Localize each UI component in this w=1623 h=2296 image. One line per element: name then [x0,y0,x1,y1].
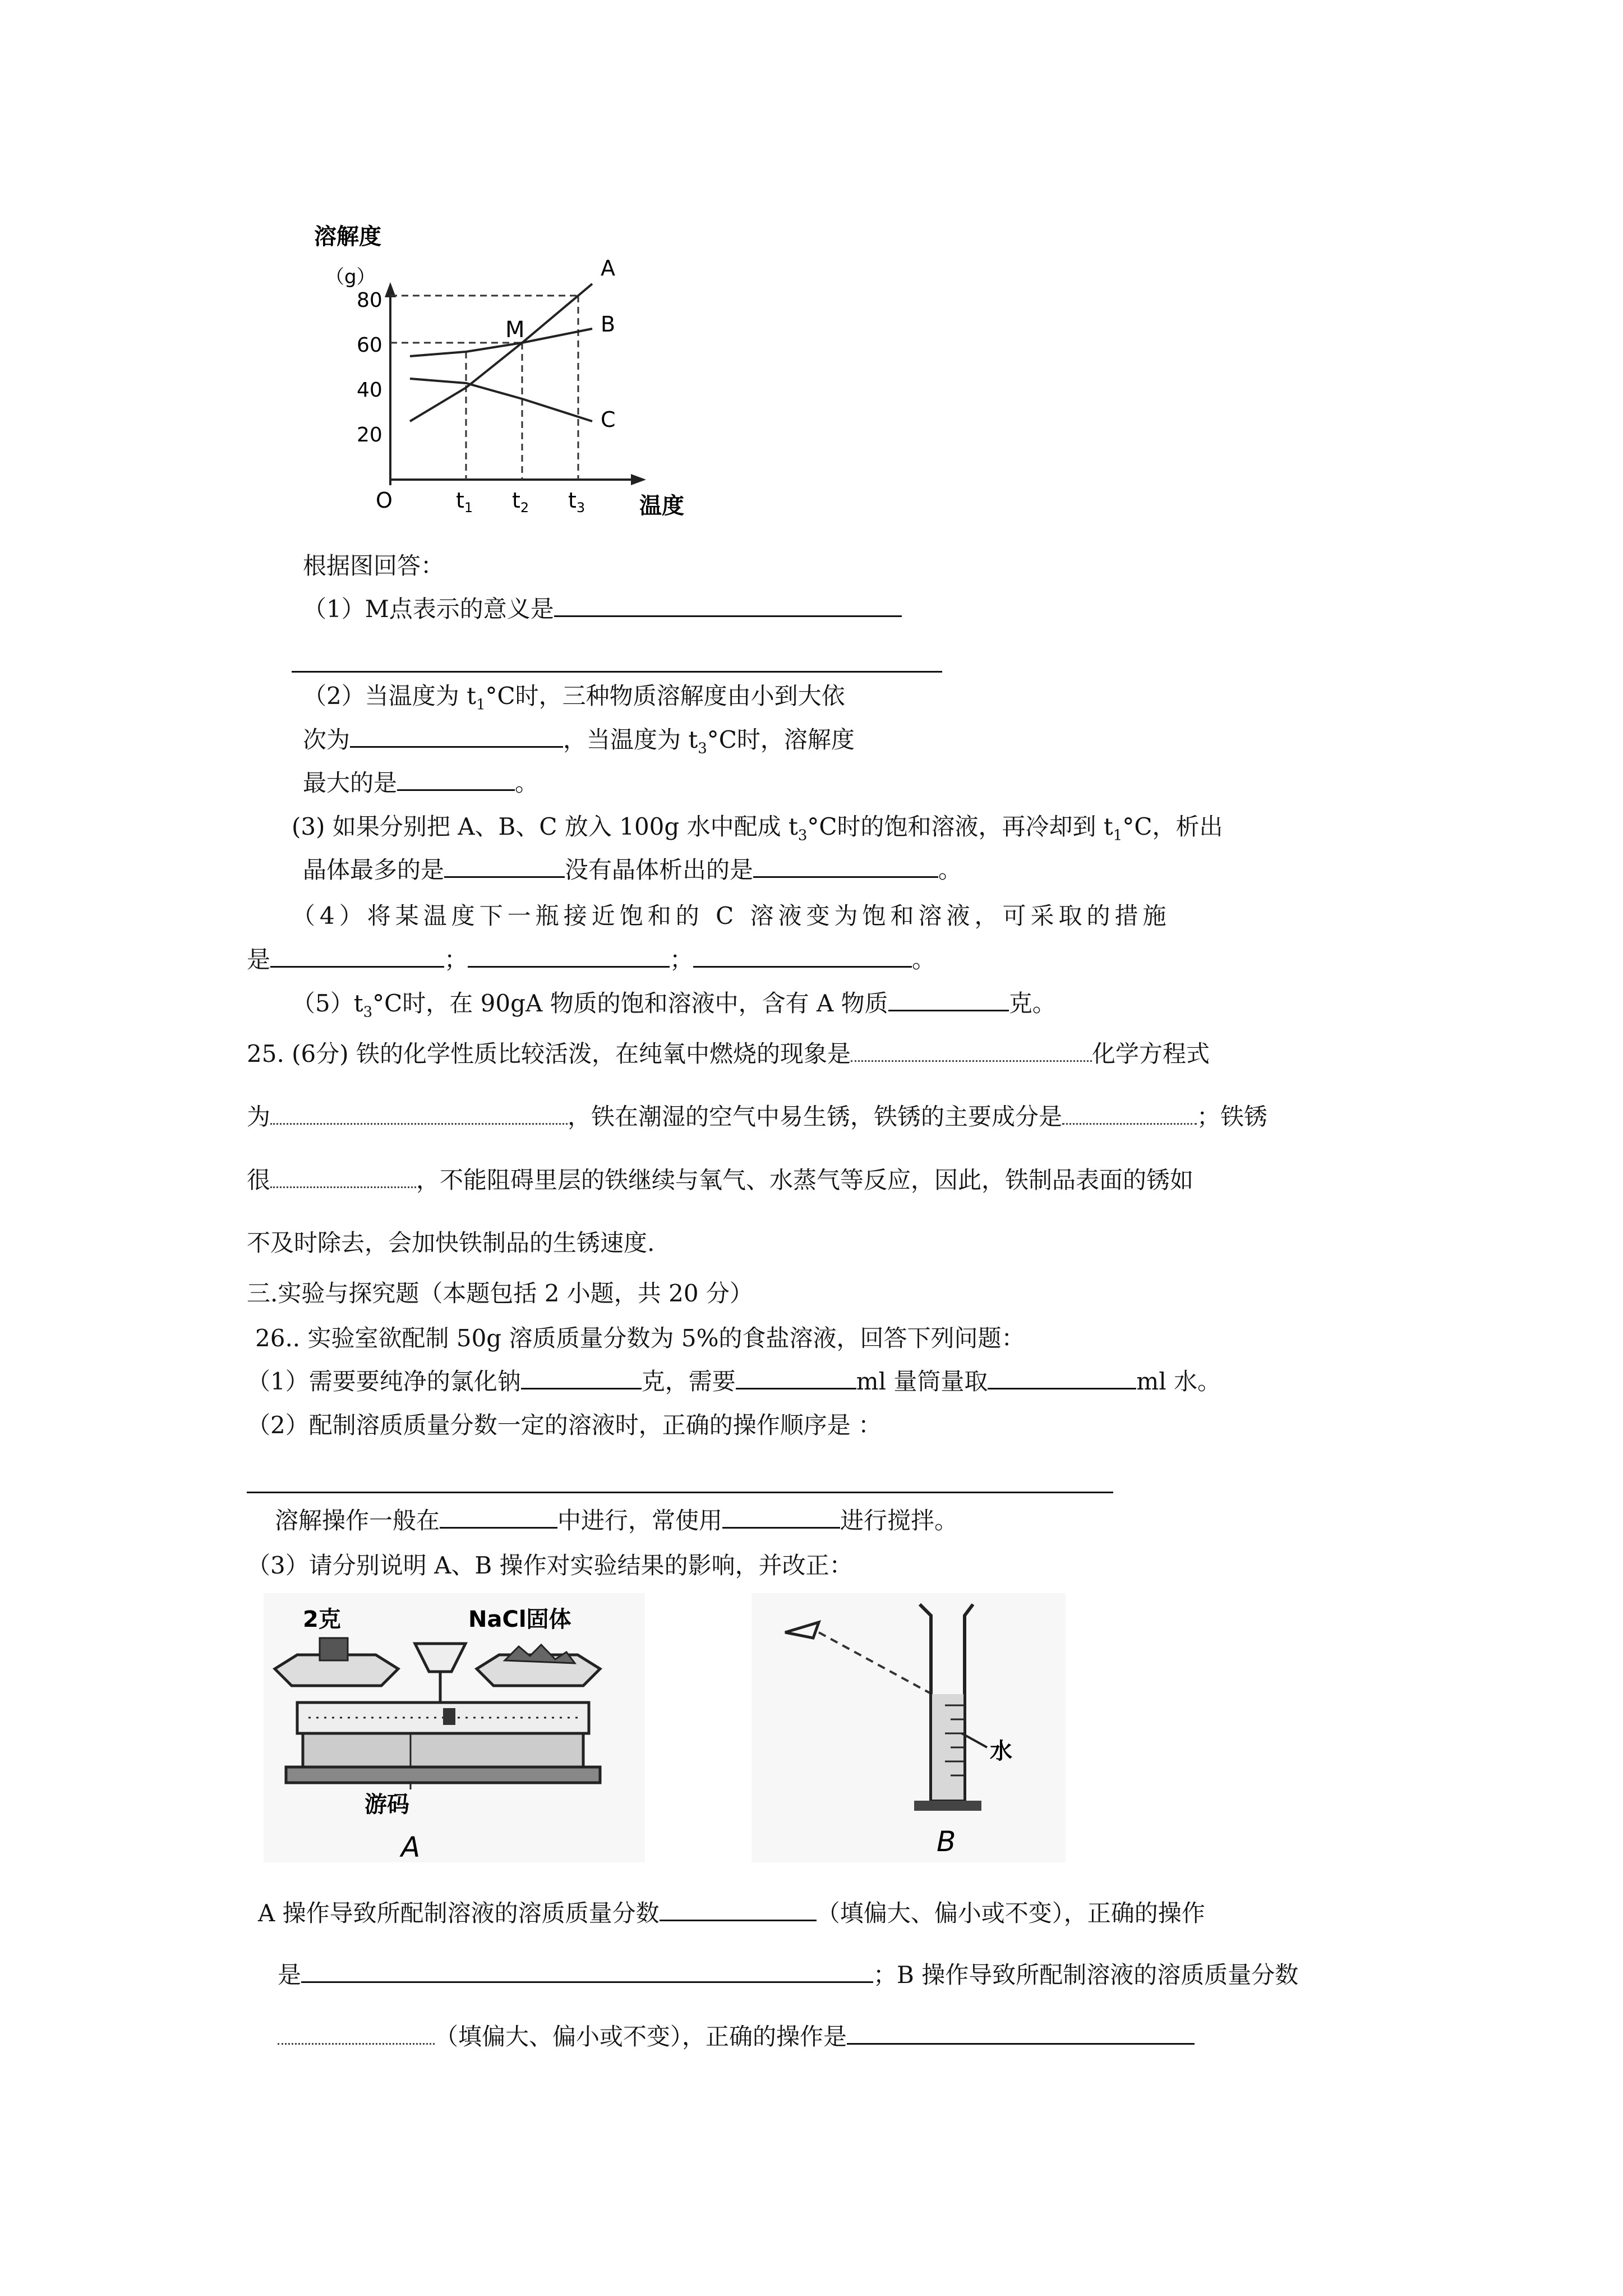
q26-line1: 26.. 实验室欲配制 50g 溶质质量分数为 5%的食盐溶液，回答下列问题： [255,1324,1025,1352]
answer-blank-b-correct[interactable] [847,2042,1195,2045]
chart-yunit: （g） [325,266,376,288]
answer-line1 [258,1899,1205,1927]
y-tick-label-20: 20 [357,424,382,447]
q24-p2-line1 [303,684,845,712]
figure-a-caption: A [401,1831,421,1862]
answer-blank-nacl[interactable] [521,1387,642,1389]
q25-text2: 化学方程式 [1092,1040,1210,1068]
q24-p2-line3 [303,771,538,795]
subscript: 3 [363,1004,373,1021]
x-axis-arrow [631,474,646,485]
answer-blank-m-meaning[interactable] [554,615,902,617]
q24-p3-text1: (3) 如果分别把 A、B、C 放入 100g 水中配成 t [292,813,798,840]
q24-p5-text1: （5）t [292,990,363,1017]
answer-blank-measure-1[interactable] [270,965,444,968]
answer-text5: （填偏大、偏小或不变），正确的操作是 [435,2023,847,2050]
answer-text4: ；B 操作导致所配制溶液的溶质质量分数 [873,1961,1299,1989]
q24-p2-text2: °C时，三种物质溶解度由小到大依 [485,682,845,710]
answer-blank-rust[interactable] [1062,1122,1197,1125]
series-label-A: A [601,256,615,280]
answer-blank-container[interactable] [440,1526,557,1529]
answer-blank-measure-3[interactable] [693,965,912,968]
series-label-C: C [601,407,616,432]
q25-text5: ；铁锈 [1197,1103,1268,1130]
y-tick-label-40: 40 [357,379,382,402]
answer-blank-max[interactable] [397,789,515,791]
answer-blank-b-effect[interactable] [278,2042,435,2045]
answer-text3: 是 [278,1961,302,1989]
q24-p4-sep: ； [670,946,694,973]
q26-text1: （1）需要要纯净的氯化钠 [247,1368,521,1395]
q25-line1 [247,1042,1210,1066]
solubility-chart [303,222,707,524]
series-line-A [410,284,592,421]
solid-label: NaCl固体 [468,1607,571,1632]
weight [320,1638,348,1660]
q24-p3-text6: 。 [938,856,962,884]
q24-p1-text: （1）M点表示的意义是 [303,595,554,623]
q24-p3-text5: 没有晶体析出的是 [565,856,754,884]
q24-p4-text2: 是 [247,946,271,973]
q24-p4-text1: （4）将某温度下一瓶接近饱和的 C 溶液变为饱和溶液，可采取的措施 [292,902,1171,930]
q24-p4-line1 [292,904,1171,928]
cylinder-base [914,1801,981,1811]
answer-blank-cylinder[interactable] [736,1387,856,1389]
series-label-B: B [601,312,616,337]
x-tick-label-t2: $t_2$ [512,488,529,516]
q26-text4: ml 水。 [1136,1368,1221,1395]
q25-text1: 25. (6分) 铁的化学性质比较活泼，在纯氧中燃烧的现象是 [247,1040,851,1068]
figure-a-balance [264,1593,645,1862]
subscript: 3 [698,740,707,757]
rider [443,1708,455,1725]
answer-blank-m-meaning-2[interactable] [292,670,942,673]
q25-text7: ，不能阻碍里层的铁继续与氧气、水蒸气等反应，因此，铁制品表面的锈如 [416,1166,1194,1194]
q24-p5 [292,992,1056,1019]
answer-blank-measure-2[interactable] [468,965,670,968]
q24-p4-line2 [247,948,935,972]
section3-heading: 三.实验与探究题（本题包括 2 小题，共 20 分） [247,1280,753,1307]
q24-p4-end: 。 [912,946,936,973]
subscript: 1 [476,696,486,714]
q24-p2-line2 [303,728,855,756]
q24-p5-text3: 克。 [1008,990,1056,1017]
answer-text1: A 操作导致所配制溶液的溶质质量分数 [258,1899,660,1927]
q25-line4: 不及时除去，会加快铁制品的生锈速度. [247,1229,655,1257]
answer-text2: （填偏大、偏小或不变），正确的操作 [816,1899,1205,1927]
answer-blank-a-effect[interactable] [660,1919,817,1921]
q24-p2-text3: 次为 [303,726,351,753]
q26-text7: 进行搅拌。 [840,1507,958,1534]
series-line-C [410,379,592,421]
q26-line5: （3）请分别说明 A、B 操作对实验结果的影响，并改正： [247,1552,853,1579]
answer-blank-equation[interactable] [270,1122,568,1125]
answer-blank-phenomenon[interactable] [851,1060,1092,1062]
q24-p3-text4: 晶体最多的是 [303,856,445,884]
water-label: 水 [990,1738,1012,1764]
q24-p2-text1: （2）当温度为 t [303,682,476,710]
q24-p5-text2: °C时，在 90gA 物质的饱和溶液中，含有 A 物质 [372,990,888,1017]
answer-blank-none[interactable] [753,876,938,878]
q24-p3-text3: °C，析出 [1122,813,1223,840]
answer-line3 [278,2025,1195,2049]
q24-p2-text5: °C时，溶解度 [707,726,855,753]
q24-p1 [303,597,902,621]
q25-text6: 很 [247,1166,271,1194]
q26-line3: （2）配制溶质质量分数一定的溶液时，正确的操作顺序是 ： [247,1411,882,1439]
q24-p4-sep: ； [444,946,468,973]
answer-blank-most[interactable] [444,876,565,878]
answer-blank-order[interactable] [350,746,563,748]
x-tick-label-t3: $t_3$ [568,488,585,516]
figure-b-caption: B [937,1825,956,1858]
answer-blank-a-correct[interactable] [301,1981,873,1983]
weight-label: 2克 [303,1607,341,1632]
q26-line4 [275,1509,958,1533]
q26-text5: 溶解操作一般在 [275,1507,440,1534]
answer-blank-rust-property[interactable] [270,1186,416,1188]
q24-p2-text6: 最大的是 [303,769,398,797]
q26-text6: 中进行，常使用 [557,1507,723,1534]
subscript: 3 [797,827,808,844]
q25-line3 [247,1168,1193,1192]
subscript: 1 [1113,827,1123,844]
q24-p3-text2: °C时的饱和溶液，再冷却到 t [807,813,1113,840]
balance-foot [286,1767,600,1783]
figure-b-cylinder [751,1593,1066,1862]
chart-ylabel: 溶解度 [314,224,381,250]
rider-label: 游码 [365,1792,409,1818]
q24-intro: 根据图回答： [303,552,445,579]
q25-text4: ，铁在潮湿的空气中易生锈，铁锈的主要成分是 [568,1103,1063,1130]
y-tick-label-60: 60 [357,334,382,357]
chart-xlabel: 温度 [639,493,684,519]
answer-line2 [278,1963,1298,1987]
answer-blank-stirrer[interactable] [722,1526,840,1529]
q25-text3: 为 [247,1103,271,1130]
q24-p3-line1 [292,815,1223,843]
answer-blank-water[interactable] [988,1387,1136,1389]
chart-origin: O [376,488,393,513]
x-tick-label-t1: $t_1$ [456,488,473,516]
q25-line2 [247,1105,1267,1129]
balance-body [303,1733,583,1767]
q26-line2 [247,1370,1221,1393]
q26-text3: ml 量筒量取 [856,1368,988,1395]
y-tick-label-80: 80 [357,289,382,312]
point-m-label: M [505,317,525,343]
q24-p2-text4: ，当温度为 t [563,726,698,753]
q24-p2-text7: 。 [515,769,539,797]
answer-blank-mass[interactable] [888,1009,1009,1011]
answer-blank-order-steps[interactable] [247,1491,1113,1493]
q24-p3-line2 [303,858,962,882]
q26-text2: 克，需要 [641,1368,736,1395]
